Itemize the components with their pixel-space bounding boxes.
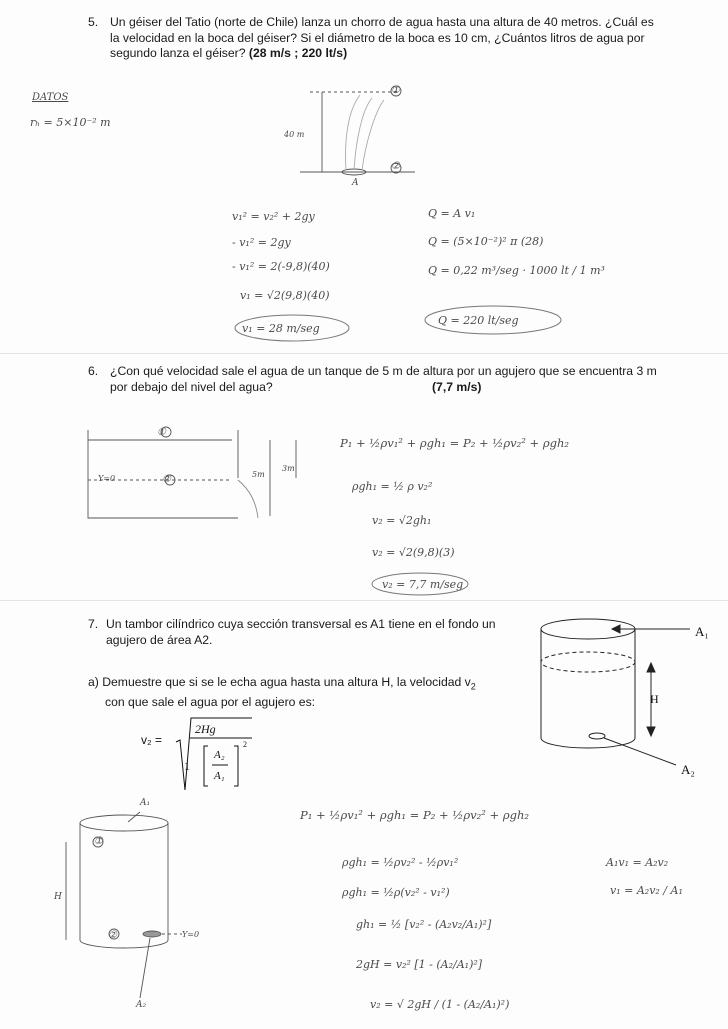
p6-eq-5: v₂ = 7,7 m/seg [382, 578, 464, 591]
formula-graphics [176, 718, 252, 790]
formula-one: 1 [184, 759, 190, 773]
p7-eq-4: gh₁ = ½ [v₂² - (A₂v₂/A₁)²] [356, 918, 492, 931]
datos-radius: rₕ = 5×10⁻² m [30, 116, 111, 129]
drum-hole [143, 931, 161, 937]
tank-point-1-mark [161, 427, 171, 437]
problem-5-line2: la velocidad en la boca del géiser? Si el diámetro de la boca es 10 cm, ¿Cuántos litros de agua por [110, 30, 645, 45]
p7-eq-6: v₂ = √ 2gH / (1 - (A₂/A₁)²) [370, 998, 510, 1011]
cylinder-water-level [541, 652, 635, 672]
geyser-diagram [300, 86, 415, 175]
geyser-point-1: ① [391, 85, 400, 96]
formula-numerator: 2Hg [195, 722, 216, 736]
cylinder-hole [589, 733, 605, 739]
problem-6-line2: por debajo del nivel del agua? [110, 379, 273, 394]
problem-7a-line2: con que sale el agua por el agujero es: [105, 694, 316, 709]
problem-6-line1: ¿Con qué velocidad sale el agua de un tanque de 5 m de altura por un agujero que se encuentra 3 m [110, 364, 657, 378]
tank-point-1: ① [157, 427, 166, 438]
problem-5-answer: (28 m/s ; 220 lt/s) [248, 46, 348, 60]
p6-eq-4: v₂ = √2(9,8)(3) [372, 546, 455, 559]
p5-flow-3: Q = 0,22 m³/seg · 1000 lt / 1 m³ [428, 264, 605, 277]
p7-eq-3: ρgh₁ = ½ρ(v₂² - v₁²) [342, 886, 450, 899]
drum-top [80, 815, 168, 831]
geyser-point-2: ② [391, 161, 400, 172]
drum-point-2-mark [109, 929, 119, 939]
p5-flow-1: Q = A v₁ [428, 207, 476, 220]
p7-continuity-1: A₁v₁ = A₂v₂ [606, 856, 669, 869]
figure-a1-label: A₁ [695, 624, 709, 639]
height-arrow-down [647, 727, 655, 736]
formula-bracket-left [204, 746, 208, 786]
p7-eq-5: 2gH = v₂² [1 - (A₂/A₁)²] [356, 958, 483, 971]
drum-h-label: H [54, 892, 62, 902]
drum-point-1-mark [93, 837, 103, 847]
figure-h-label: H [650, 692, 659, 706]
p5-velocity-oval [235, 315, 349, 341]
p7-eq-2: ρgh₁ = ½ρv₂² - ½ρv₁² [342, 856, 459, 869]
datos-title: DATOS [32, 92, 69, 103]
problem-7-number: 7. [88, 617, 99, 631]
p6-answer-oval [372, 573, 468, 595]
tank-3m-label: 3m [282, 464, 295, 473]
p5-eq-5: v₁ = 28 m/seg [242, 322, 320, 335]
problem-5-number: 5. [88, 15, 99, 29]
drum-bottom [80, 940, 168, 948]
geyser-point-1-mark [391, 86, 401, 96]
problem-7-line1: Un tambor cilíndrico cuya sección transversal es A1 tiene en el fondo un [106, 617, 496, 631]
drum-point-2: ② [108, 930, 117, 941]
drum-a2-label: A₂ [136, 1000, 147, 1010]
formula-bracket-right [234, 746, 238, 786]
geyser-point-2-mark [391, 163, 401, 173]
p6-eq-2: ρgh₁ = ½ ρ v₂² [352, 480, 433, 493]
tank-point-2: ② [162, 474, 171, 485]
problem-7a-line1: a) Demuestre que si se le echa agua hasta una altura H, la velocidad v [88, 675, 471, 689]
p7-eq-1: P₁ + ½ρv₁² + ρgh₁ = P₂ + ½ρv₂² + ρgh₂ [300, 808, 529, 822]
drum-y0-label: Y=0 [182, 930, 200, 939]
problem-5-line3: segundo lanza el géiser? [110, 46, 246, 60]
tank-walls [88, 430, 238, 518]
formula-a2: A₂ [214, 749, 225, 761]
figure-a2-label: A₂ [681, 762, 695, 777]
cylinder-figure [541, 619, 690, 765]
p5-flow-oval [425, 306, 561, 334]
problem-6-answer: (7,7 m/s) [432, 379, 482, 394]
problem-7a-subscript: 2 [470, 681, 476, 692]
drum-a1-pointer [128, 812, 140, 822]
tank-5m-label: 5m [252, 470, 265, 479]
geyser-jet [346, 95, 384, 170]
arrow-a2 [604, 738, 676, 765]
problem-5-line1: Un géiser del Tatio (norte de Chile) lanza un chorro de agua hasta una altura de 40 metros. ¿Cuál es [110, 15, 654, 29]
drum-a1-label: A₁ [140, 798, 151, 808]
geyser-point-a-label: A [352, 178, 359, 188]
p5-eq-3: - v₁² = 2(-9,8)(40) [232, 260, 330, 273]
formula-a1: A₁ [214, 770, 225, 782]
drum-point-1: ① [94, 836, 103, 847]
p5-eq-1: v₁² = v₂² + 2gy [232, 210, 315, 223]
p6-eq-1: P₁ + ½ρv₁² + ρgh₁ = P₂ + ½ρv₂² + ρgh₂ [340, 436, 569, 450]
p5-eq-4: v₁ = √2(9,8)(40) [240, 289, 330, 302]
formula-exponent: 2 [243, 740, 247, 749]
drum-diagram [66, 812, 182, 998]
p5-flow-2: Q = (5×10⁻²)² π (28) [428, 235, 544, 248]
tank-diagram [88, 427, 296, 518]
arrow-a1-head [612, 625, 620, 633]
cylinder-bottom [541, 738, 635, 748]
p6-eq-3: v₂ = √2gh₁ [372, 514, 432, 527]
geyser-height-label: 40 m [284, 130, 305, 139]
tank-y0-label: Y=0 [98, 474, 116, 483]
height-arrow-up [647, 663, 655, 672]
p5-flow-4: Q = 220 lt/seg [438, 314, 519, 327]
problem-6-number: 6. [88, 364, 99, 378]
formula-lhs: v₂ = [141, 733, 162, 747]
formula-radical [176, 718, 252, 790]
p7-continuity-2: v₁ = A₂v₂ / A₁ [610, 884, 683, 897]
problem-7-line2: agujero de área A2. [106, 632, 213, 647]
tank-jet [238, 480, 258, 518]
p5-eq-2: - v₁² = 2gy [232, 236, 291, 249]
